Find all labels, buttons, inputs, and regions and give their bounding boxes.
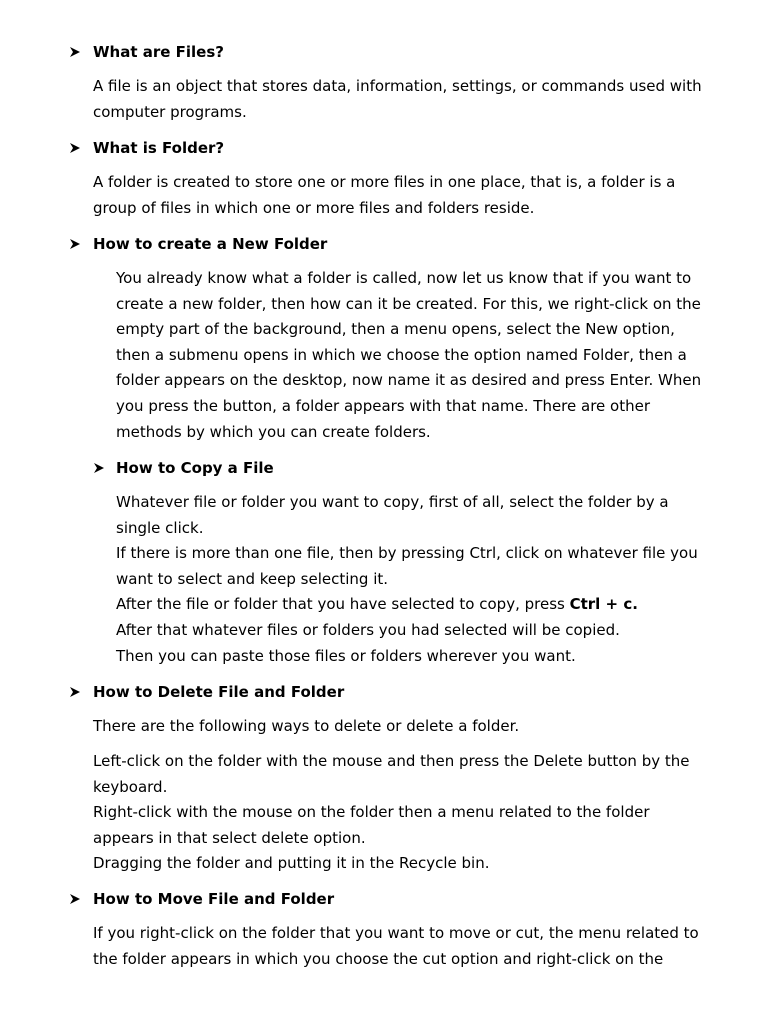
- paragraph-line: methods by which you can create folders.: [116, 422, 431, 441]
- paragraph-line: you press the button, a folder appears with that name. There are other: [116, 396, 651, 415]
- paragraph-line: Left-click on the folder with the mouse and then press the Delete button by the: [93, 752, 690, 770]
- paragraph-line: keyboard.: [93, 777, 168, 796]
- paragraph-line: folder appears on the desktop, now name it as desired and press Enter. When: [116, 371, 702, 390]
- paragraph-line-shortcut: [116, 592, 698, 618]
- paragraph-line: want to select and keep selecting it.: [116, 569, 389, 588]
- section-heading-delete: How to Delete File and Folder: [93, 683, 345, 701]
- paragraph-line: After that whatever files or folders you had selected will be copied.: [116, 620, 620, 639]
- section-heading-folder: What is Folder?: [93, 139, 225, 157]
- section-body-folder: [93, 170, 675, 221]
- paragraph-line: create a new folder, then how can it be created. For this, we right-click on the: [116, 294, 701, 313]
- section-body-delete: [93, 749, 689, 877]
- paragraph-line: You already know what a folder is called, now let us know that if you want to: [116, 269, 692, 287]
- section-heading-move: How to Move File and Folder: [93, 890, 335, 908]
- section-body-new-folder: [116, 266, 701, 445]
- paragraph-line: If there is more than one file, then by pressing Ctrl, click on whatever file you: [116, 544, 698, 563]
- paragraph-line: If you right-click on the folder that you want to move or cut, the menu related to: [93, 924, 699, 942]
- paragraph-line: Dragging the folder and putting it in the Recycle bin.: [93, 854, 490, 873]
- paragraph-line: the folder appears in which you choose the cut option and right-click on the: [93, 949, 664, 968]
- section-body-move: [93, 921, 699, 972]
- paragraph-line: Whatever file or folder you want to copy, first of all, select the folder by a: [116, 493, 669, 511]
- paragraph-line: Then you can paste those files or folders wherever you want.: [116, 646, 576, 665]
- section-body-files: [93, 74, 702, 125]
- paragraph-line: single click.: [116, 518, 204, 537]
- section-intro-delete: [93, 714, 519, 740]
- paragraph-line: computer programs.: [93, 102, 247, 121]
- arrowhead-bullet-icon: [69, 142, 81, 154]
- shortcut-line-text: After the file or folder that you have selected to copy, press: [116, 595, 570, 614]
- arrowhead-bullet-icon: [93, 462, 105, 474]
- section-heading-new-folder: How to create a New Folder: [93, 235, 328, 253]
- paragraph-line: appears in that select delete option.: [93, 828, 366, 847]
- paragraph-line: empty part of the background, then a menu opens, select the New option,: [116, 320, 675, 339]
- paragraph-line: A folder is created to store one or more files in one place, that is, a folder is a: [93, 173, 676, 191]
- arrowhead-bullet-icon: [69, 893, 81, 905]
- paragraph-line: A file is an object that stores data, information, settings, or commands used with: [93, 77, 702, 95]
- section-body-copy-file: [116, 490, 698, 669]
- arrowhead-bullet-icon: [69, 46, 81, 58]
- section-heading-copy-file: How to Copy a File: [116, 459, 274, 477]
- section-heading-files: What are Files?: [93, 43, 224, 61]
- paragraph-line: There are the following ways to delete or delete a folder.: [93, 717, 520, 735]
- arrowhead-bullet-icon: [69, 238, 81, 250]
- paragraph-line: Right-click with the mouse on the folder then a menu related to the folder: [93, 803, 650, 822]
- paragraph-line: group of files in which one or more files and folders reside.: [93, 198, 535, 217]
- paragraph-line: then a submenu opens in which we choose the option named Folder, then a: [116, 345, 687, 364]
- shortcut-keys: Ctrl + c.: [569, 595, 638, 614]
- arrowhead-bullet-icon: [69, 686, 81, 698]
